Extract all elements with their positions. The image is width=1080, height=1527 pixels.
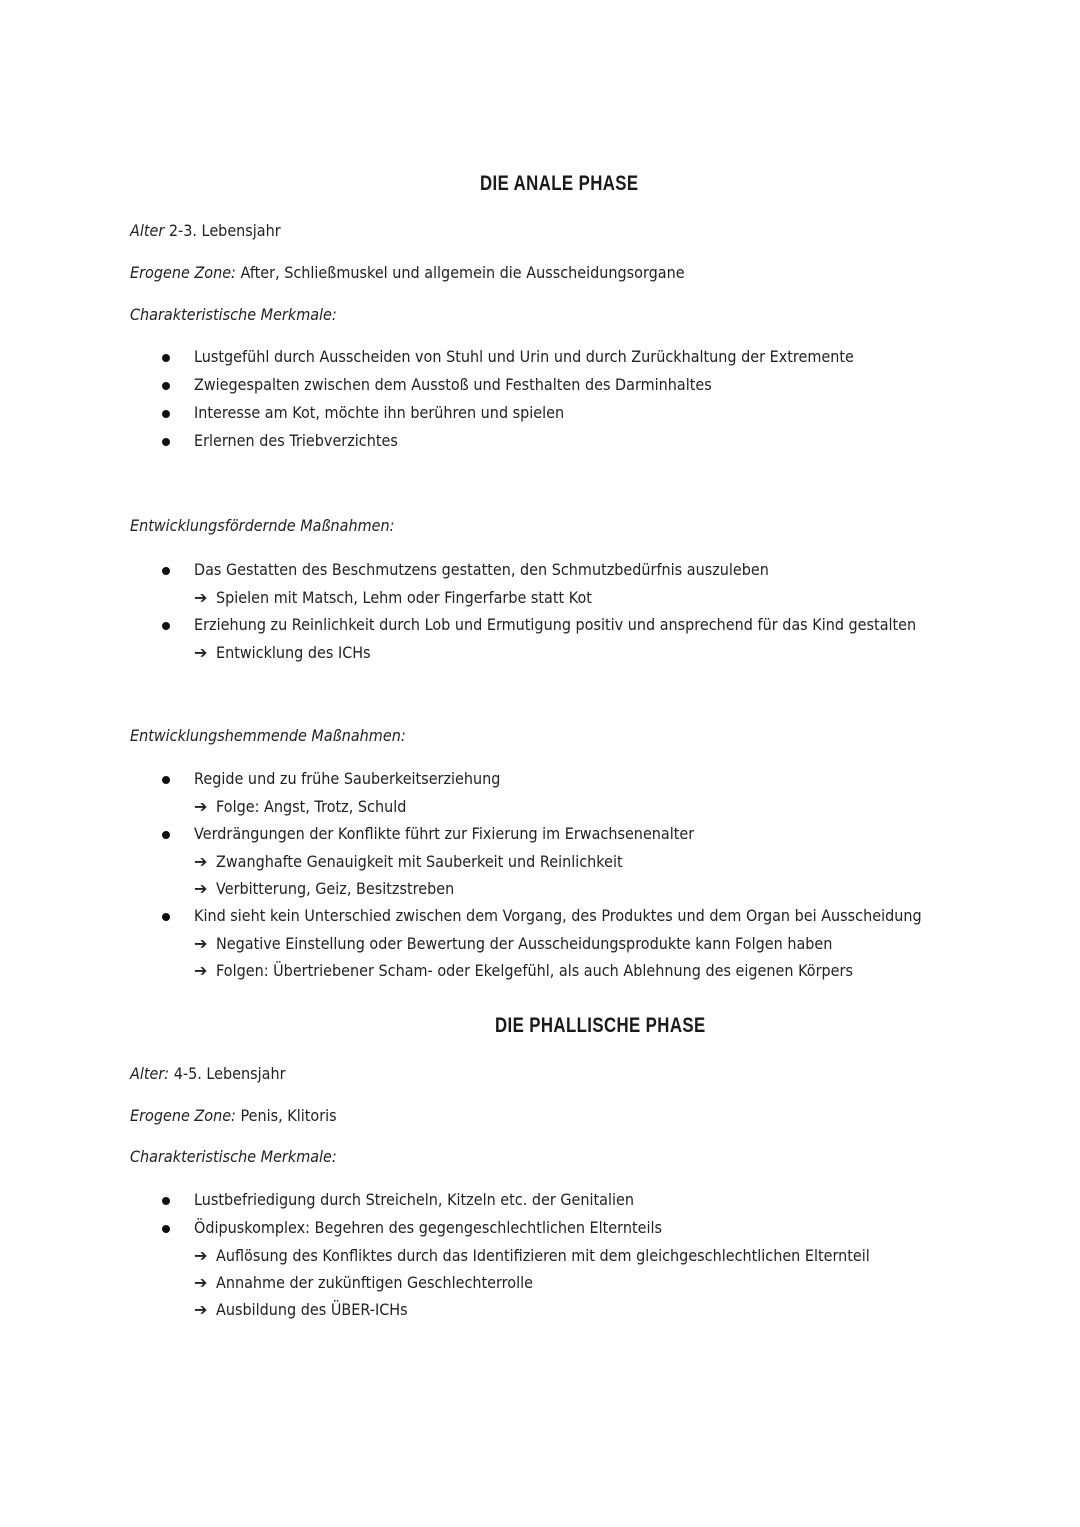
sub-item: ➔ Annahme der zukünftigen Geschlechterrolle: [194, 1269, 942, 1296]
anal-inhibiting-label: Entwicklungshemmende Maßnahmen:: [130, 726, 406, 745]
bullet-icon: [162, 831, 170, 839]
bullet-icon: [162, 382, 170, 390]
list-item: Ödipuskomplex: Begehren des gegengeschlechtlichen Elternteils ➔ Auflösung des Konfliktes durch das Identifizieren mit dem gleichgeschlechtlichen Elternteil ➔ Annahme der zukünftigen Geschlechterrolle ➔ Ausbildung des ÜBER-ICHs: [160, 1214, 942, 1323]
list-item: Erlernen des Triebverzichtes: [160, 427, 927, 455]
phallic-zone-label: Erogene Zone:: [130, 1106, 236, 1125]
anal-inhibiting-list: [160, 765, 1002, 984]
phallic-features-list: [160, 1186, 942, 1323]
bullet-icon: [162, 1197, 170, 1205]
phallic-age-value: 4-5. Lebensjahr: [173, 1064, 286, 1083]
list-item: Lustbefriedigung durch Streicheln, Kitzeln etc. der Genitalien: [160, 1186, 942, 1214]
arrow-icon: ➔: [194, 852, 208, 871]
list-item: Kind sieht kein Unterschied zwischen dem Vorgang, des Produktes und dem Organ bei Ausscheidung ➔ Negative Einstellung oder Bewertung der Ausscheidungsprodukte kann Folgen haben ➔ Folgen: Übertriebener Scham- oder Ekelgefühl, als auch Ablehnung des eigenen Körpers: [160, 902, 1002, 984]
anal-features-list: [160, 343, 927, 455]
arrow-icon: ➔: [194, 934, 208, 953]
sub-item: ➔ Zwanghafte Genauigkeit mit Sauberkeit und Reinlichkeit: [194, 848, 1002, 875]
bullet-icon: [162, 622, 170, 630]
bullet-icon: [162, 438, 170, 446]
phallic-features-label: Charakteristische Merkmale:: [130, 1147, 337, 1166]
anal-age-value: 2-3. Lebensjahr: [168, 221, 281, 240]
sub-item: ➔ Entwicklung des ICHs: [194, 639, 996, 666]
bullet-icon: [162, 410, 170, 418]
list-item: Verdrängungen der Konflikte führt zur Fixierung im Erwachsenenalter ➔ Zwanghafte Genauigkeit mit Sauberkeit und Reinlichkeit ➔ Verbitterung, Geiz, Besitzstreben: [160, 820, 1002, 902]
section-title-phallic: DIE PHALLISCHE PHASE: [495, 1014, 706, 1037]
list-item: Interesse am Kot, möchte ihn berühren und spielen: [160, 399, 927, 427]
list-item: Erziehung zu Reinlichkeit durch Lob und Ermutigung positiv und ansprechend für das Kind gestalten ➔ Entwicklung des ICHs: [160, 611, 996, 666]
list-item: Das Gestatten des Beschmutzens gestatten, den Schmutzbedürfnis auszuleben ➔ Spielen mit Matsch, Lehm oder Fingerfarbe statt Kot: [160, 556, 996, 611]
sub-item: ➔ Negative Einstellung oder Bewertung der Ausscheidungsprodukte kann Folgen haben: [194, 930, 1002, 957]
arrow-icon: ➔: [194, 588, 208, 607]
anal-zone-label: Erogene Zone:: [130, 263, 236, 282]
phallic-age-label: Alter:: [130, 1064, 170, 1083]
anal-zone-line: [130, 263, 685, 282]
sub-item: ➔ Ausbildung des ÜBER-ICHs: [194, 1296, 942, 1323]
bullet-icon: [162, 776, 170, 784]
sub-item: ➔ Spielen mit Matsch, Lehm oder Fingerfarbe statt Kot: [194, 584, 996, 611]
anal-zone-value: After, Schließmuskel und allgemein die Ausscheidungsorgane: [240, 263, 685, 282]
sub-item: ➔ Auflösung des Konfliktes durch das Identifizieren mit dem gleichgeschlechtlichen Elternteil: [194, 1242, 942, 1269]
arrow-icon: ➔: [194, 1273, 208, 1292]
arrow-icon: ➔: [194, 1300, 208, 1319]
bullet-icon: [162, 913, 170, 921]
sub-item: ➔ Folge: Angst, Trotz, Schuld: [194, 793, 1002, 820]
arrow-icon: ➔: [194, 1246, 208, 1265]
list-item: Regide und zu frühe Sauberkeitserziehung ➔ Folge: Angst, Trotz, Schuld: [160, 765, 1002, 820]
phallic-zone-line: [130, 1106, 337, 1125]
arrow-icon: ➔: [194, 961, 208, 980]
bullet-icon: [162, 354, 170, 362]
anal-promoting-label: Entwicklungsfördernde Maßnahmen:: [130, 516, 395, 535]
bullet-icon: [162, 567, 170, 575]
sub-item: ➔ Verbitterung, Geiz, Besitzstreben: [194, 875, 1002, 902]
phallic-age-line: [130, 1064, 286, 1083]
arrow-icon: ➔: [194, 643, 208, 662]
bullet-icon: [162, 1225, 170, 1233]
anal-age-line: [130, 221, 281, 240]
arrow-icon: ➔: [194, 797, 208, 816]
sub-item: ➔ Folgen: Übertriebener Scham- oder Ekelgefühl, als auch Ablehnung des eigenen Körpers: [194, 957, 1002, 984]
section-title-anal: DIE ANALE PHASE: [480, 172, 639, 195]
list-item: Lustgefühl durch Ausscheiden von Stuhl und Urin und durch Zurückhaltung der Extremente: [160, 343, 927, 371]
phallic-zone-value: Penis, Klitoris: [240, 1106, 337, 1125]
anal-age-label: Alter: [130, 221, 165, 240]
anal-promoting-list: [160, 556, 996, 666]
arrow-icon: ➔: [194, 879, 208, 898]
anal-features-label: Charakteristische Merkmale:: [130, 305, 337, 324]
list-item: Zwiegespalten zwischen dem Ausstoß und Festhalten des Darminhaltes: [160, 371, 927, 399]
